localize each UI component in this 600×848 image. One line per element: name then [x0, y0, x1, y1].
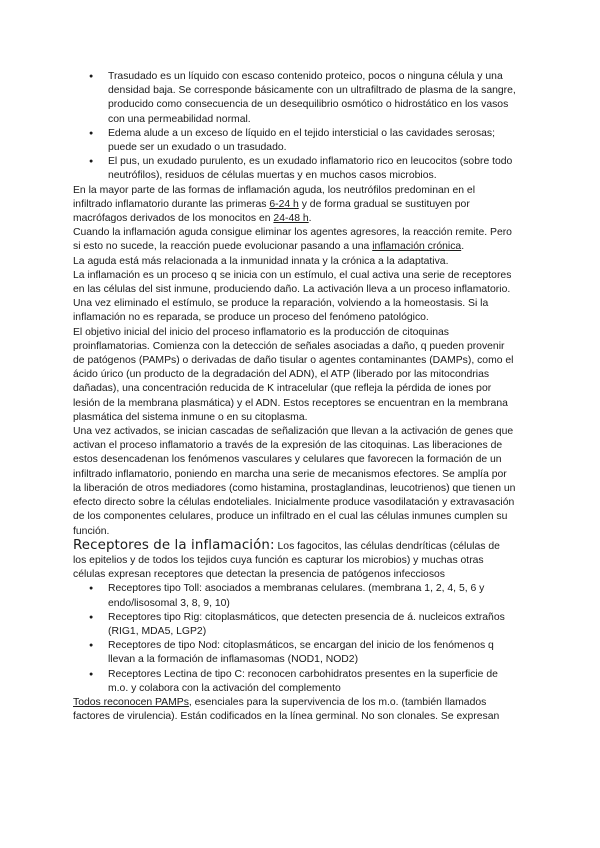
paragraph-receptors-intro: Receptores de la inflamación: Los fagocitos, las células dendríticas (células de los epitelios y de todos los tejidos cuya función es capturar los microbios) y muchas otras células expresan receptores que detectan la presencia de patógenos infecciosos	[73, 537, 500, 581]
list-item-lectina: ● Receptores Lectina de tipo C: reconocen carbohidratos presentes en la superficie de m.o. y colabora con la activación del complemento	[73, 668, 516, 696]
underlined-6-24h: 6-24 h	[269, 198, 299, 210]
underlined-inflamacion-cronica: inflamación crónica	[372, 241, 462, 253]
list-item-pus: ● El pus, un exudado purulento, es un exudado inflamatorio rico en leucocitos (sobre todo neutrófilos), residuos de células muertas y en muchos casos microbios.	[73, 155, 516, 183]
list-item-edema: ● Edema alude a un exceso de líquido en el tejido intersticial o las cavidades serosas; puede ser un exudado o un trasudado.	[73, 127, 516, 155]
paragraph-cytokines: El objetivo inicial del inicio del proceso inflamatorio es la producción de citoquinas proinflamatorias. Comienza con la detección de señales asociadas a daño, q pueden provenir de patógenos (PAMPs) o derivadas de daño tisular o agentes contaminantes (DAMPs), como el ácido úrico (un producto de la degradación del ADN), el ATP (liberado por las mitocondrias dañadas), una concentración reducida de K intracelular (que refleja la pérdida de iones por lesión de la membrana plasmática) y el ADN. Estos receptores se encuentran en la membrana plasmática del sistema inmune o en su citoplasma.	[73, 326, 514, 423]
section-heading-receptores: Receptores de la inflamación:	[73, 537, 275, 553]
list-item-rig: ● Receptores tipo Rig: citoplasmáticos, que detecten presencia de á. nucleicos extraños (RIG1, MDA5, LGP2)	[73, 611, 516, 639]
paragraph-remission: Cuando la inflamación aguda consigue eliminar los agentes agresores, la reacción remite. Pero si esto no sucede, la reacción puede evolucionar pasando a una inflamación crónica.	[73, 227, 512, 253]
underlined-24-48h: 24-48 h	[273, 213, 309, 225]
paragraph-immunity: La aguda está más relacionada a la inmunidad innata y la crónica a la adaptativa.	[73, 255, 449, 267]
list-item-toll: ● Receptores tipo Toll: asociados a membranas celulares. (membrana 1, 2, 4, 5, 6 y endo/lisosomal 3, 8, 9, 10)	[73, 582, 516, 610]
underlined-todos-reconocen: Todos reconocen PAMPs	[73, 696, 189, 708]
list-item-trasudado: ● Trasudado es un líquido con escaso contenido proteico, pocos o ninguna célula y una densidad baja. Se corresponde básicamente con un ultrafiltrado de plasma de la sangre, producido como consecuencia de un desequilibrio osmótico o hidrostático en los vasos con una permeabilidad normal.	[73, 70, 516, 127]
list-item-nod: ● Receptores de tipo Nod: citoplasmáticos, se encargan del inicio de los fenómenos q llevan a la formación de inflamasomas (NOD1, NOD2)	[73, 639, 516, 667]
exudate-bullet-list	[73, 70, 516, 184]
paragraph-pamps: Todos reconocen PAMPs, esenciales para la supervivencia de los m.o. (también llamados factores de virulencia). Están codificados en la línea germinal. No son clonales. Se expresan	[73, 696, 500, 723]
paragraph-signaling: Una vez activados, se inician cascadas de señalización que llevan a la activación de genes que activan el proceso inflamatorio a través de la expresión de las citoquinas. Las liberaciones de estos desencadenan los fenómenos vasculares y celulares que favorecen la formación de un infiltrado inflamatorio, poniendo en marcha una serie de mecanismos efectores. Se amplía por la liberación de otros mediadores (como histamina, prostaglandinas, leucotrienos) que tienen un efecto directo sobre la células endoteliales. Inicialmente produce vasodilatación y extravasación de los componentes celulares, produce un infiltrado en el cual las células inmunes cumplen su función.	[73, 426, 516, 537]
receptor-bullet-list	[73, 582, 516, 696]
paragraph-process: La inflamación es un proceso q se inicia con un estímulo, el cual activa una serie de receptores en las células del sist inmune, produciendo daño. La activación lleva a un proceso inflamatorio. Una vez eliminado el estímulo, se produce la reparación, volviendo a la homeostasis. Si la inflamación no es reparada, se produce un proceso del fenómeno patológico.	[73, 269, 512, 324]
paragraph-neutrophils: En la mayor parte de las formas de inflamación aguda, los neutrófilos predominan en el infiltrado inflamatorio durante las primeras 6-24 h y de forma gradual se sustituyen por macrófagos derivados de los monocitos en 24-48 h.	[73, 184, 475, 225]
